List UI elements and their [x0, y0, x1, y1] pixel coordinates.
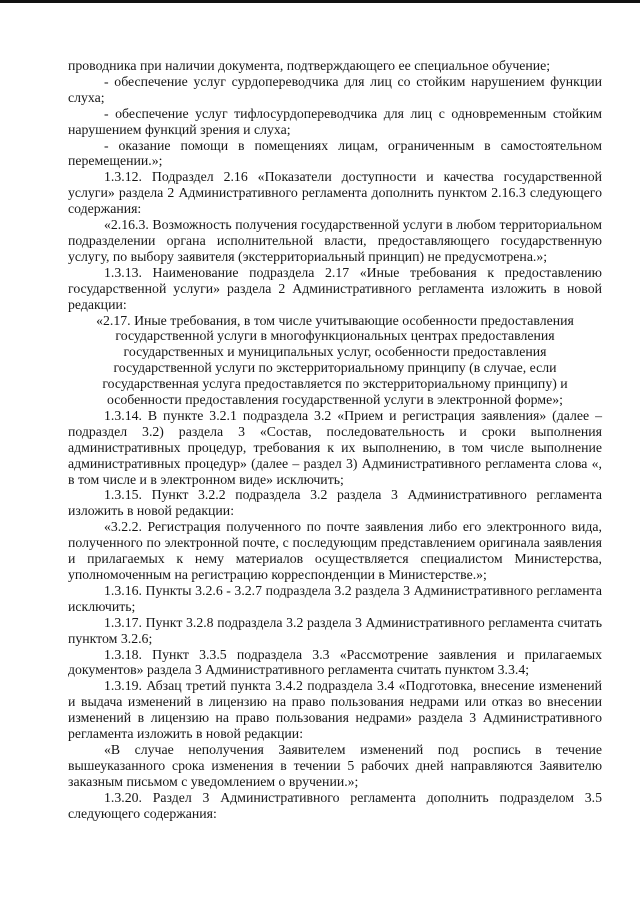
paragraph: 1.3.16. Пункты 3.2.6 - 3.2.7 подраздела 3.2 раздела 3 Административного регламента исключить; — [68, 582, 602, 614]
paragraph: проводника при наличии документа, подтверждающего ее специальное обучение; — [68, 58, 551, 73]
paragraph: - оказание помощи в помещениях лицам, ограниченным в самостоятельном перемещении.»; — [68, 137, 602, 169]
paragraph: 1.3.19. Абзац третий пункта 3.4.2 подраздела 3.4 «Подготовка, внесение изменений и выдача изменений в лицензию на право пользования недрами или отказ во внесении изменений в лицензию на право пользования недрами» раздела 3 Административного регламента изложить в новой редакции: — [68, 678, 602, 742]
page-top-edge — [0, 0, 640, 3]
paragraph: «В случае неполучения Заявителем изменений под роспись в течение вышеуказанного срока изменения в течении 5 рабочих дней направляются Заявителю заказным письмом с уведомлением о вручении.»; — [68, 741, 602, 789]
paragraph: - обеспечение услуг сурдопереводчика для лиц со стойким нарушением функции слуха; — [68, 73, 602, 105]
paragraph: - обеспечение услуг тифлосурдопереводчика для лиц с одновременным стойким нарушением функций зрения и слуха; — [68, 105, 602, 137]
quoted-heading: «2.17. Иные требования, в том числе учитывающие особенности предоставления государственной услуги в многофункциональных центрах предоставления государственных и муниципальных услуг, особенности предоставления государственной услуги по экстерриториальному принципу (в случае, если государственная услуга предоставляется по экстерриториальному принципу) и особенности предоставления государственной услуги в электронной форме»; — [96, 312, 574, 408]
paragraph: «3.2.2. Регистрация полученного по почте заявления либо его электронного вида, полученного по электронной почте, с последующим представлением оригинала заявления и прилагаемых к нему материалов осуществляется специалистом Министерства, уполномоченным на регистрацию корреспонденции в Министерстве.»; — [68, 519, 602, 582]
paragraph: 1.3.14. В пункте 3.2.1 подраздела 3.2 «Прием и регистрация заявления» (далее – подраздел 3.2) раздела 3 «Состав, последовательность и сроки выполнения административных процедур, требования к их выполнению, в том числе выполнение административных процедур» (далее – раздел 3) Административного регламента слова «, в том числе и в электронном виде» исключить; — [68, 407, 602, 487]
paragraph: 1.3.13. Наименование подраздела 2.17 «Иные требования к предоставлению государственной услуги» раздела 2 Административного регламента изложить в новой редакции: — [68, 264, 602, 312]
paragraph: «2.16.3. Возможность получения государственной услуги в любом территориальном подразделении органа исполнительной власти, предоставляющего государственную услугу, по выбору заявителя (экстерриториальный принцип) не предусмотрена.»; — [68, 217, 602, 264]
document-page — [68, 58, 602, 822]
paragraph: 1.3.18. Пункт 3.3.5 подраздела 3.3 «Рассмотрение заявления и прилагаемых документов» раздела 3 Административного регламента считать пунктом 3.3.4; — [68, 646, 602, 678]
paragraph: 1.3.17. Пункт 3.2.8 подраздела 3.2 раздела 3 Административного регламента считать пунктом 3.2.6; — [68, 614, 602, 646]
paragraph: 1.3.15. Пункт 3.2.2 подраздела 3.2 раздела 3 Административного регламента изложить в новой редакции: — [68, 487, 602, 519]
paragraph: 1.3.20. Раздел 3 Административного регламента дополнить подразделом 3.5 следующего содержания: — [68, 789, 602, 821]
paragraph: 1.3.12. Подраздел 2.16 «Показатели доступности и качества государственной услуги» раздела 2 Административного регламента дополнить пунктом 2.16.3 следующего содержания: — [68, 169, 602, 217]
